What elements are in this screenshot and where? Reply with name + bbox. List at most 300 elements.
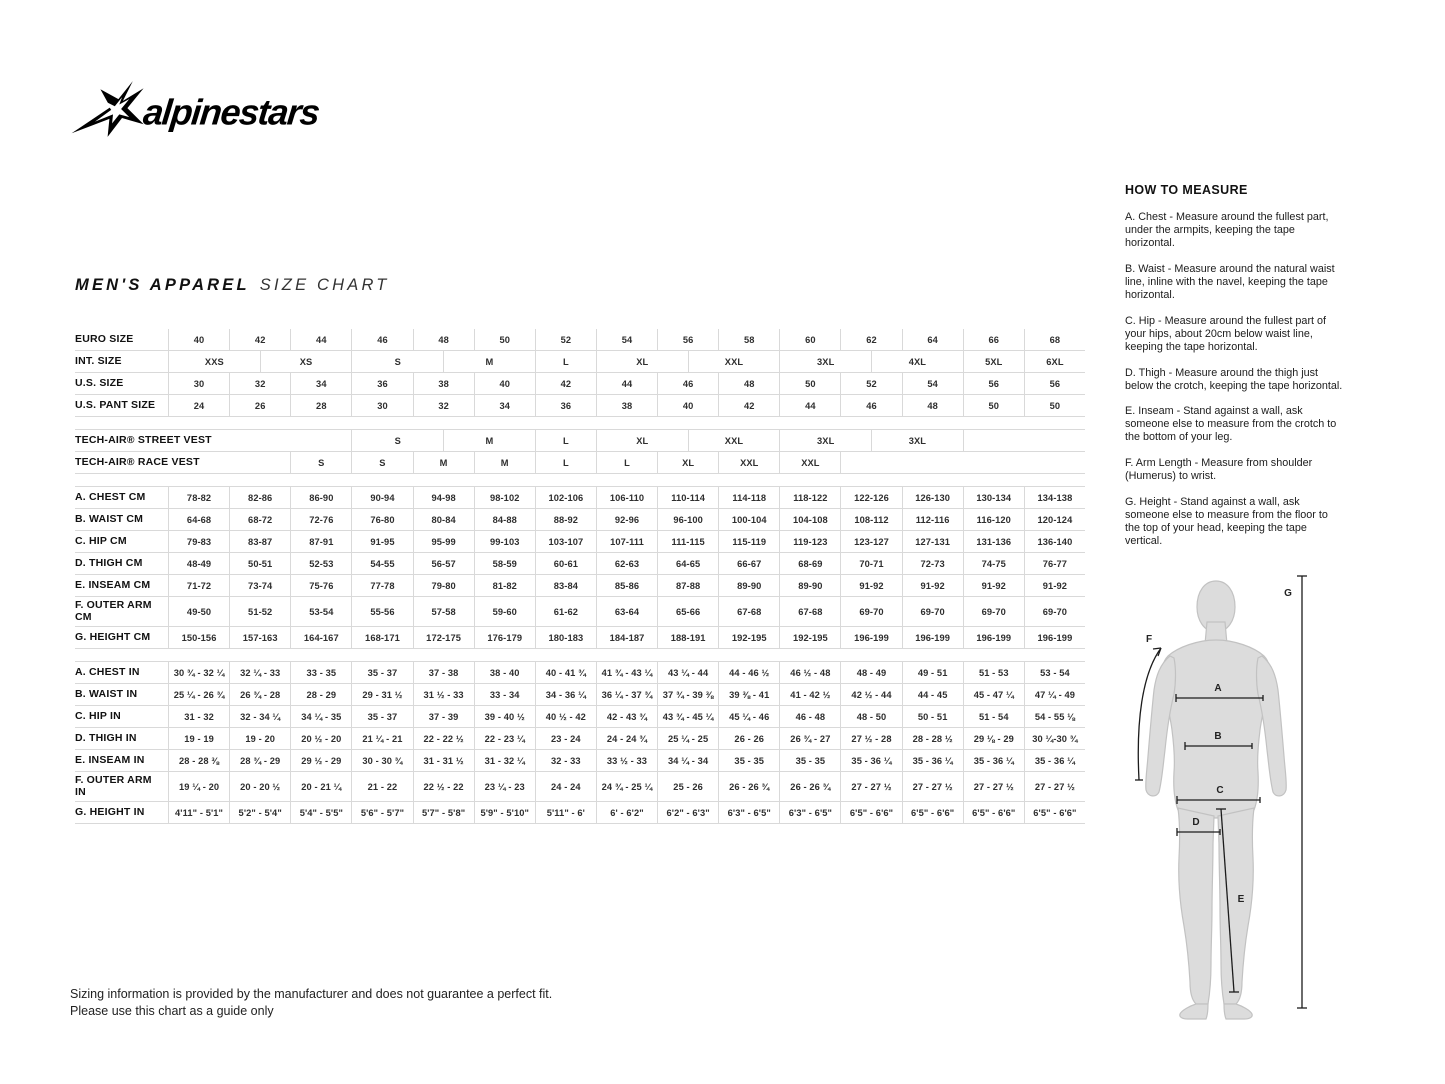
size-cell: 176-179 [474,627,535,648]
size-cell: 44 - 45 [902,684,963,705]
measure-instruction-inseam: E. Inseam - Stand against a wall, ask someone else to measure from the crotch to the bottom of your leg. [1125,405,1337,444]
size-cell: 22 - 23 ¼ [474,728,535,749]
size-cell: 37 - 38 [413,662,474,683]
size-cell: 31 - 32 ¼ [474,750,535,771]
table-row-tech-air-race-vest [75,452,1085,474]
size-cell: 34 [474,395,535,416]
size-cell: 85-86 [596,575,657,596]
size-cell: 104-108 [779,509,840,530]
empty-cell [840,452,1085,473]
size-cell: 21 ¼ - 21 [351,728,412,749]
table-row-int-size [75,351,1085,373]
size-cell: 36 [351,373,412,394]
size-cell: 6' - 6'2" [596,802,657,823]
size-cell: 89-90 [718,575,779,596]
size-cell: 53 - 54 [1024,662,1085,683]
size-cell: 28 - 28 ½ [902,728,963,749]
size-cell: 42 [229,329,290,350]
size-cell: 96-100 [657,509,718,530]
size-cell: 64-65 [657,553,718,574]
size-cell: 91-92 [902,575,963,596]
row-label-thigh-in: D. THIGH IN [75,731,137,744]
size-cell: 35 - 36 ¼ [1024,750,1085,771]
table-row-us-pant-size [75,395,1085,417]
size-cell: 26 [229,395,290,416]
size-cell: 24 - 24 [535,772,596,801]
size-cell: 114-118 [718,487,779,508]
size-cell: 25 ¼ - 25 [657,728,718,749]
size-cell: 30 [351,395,412,416]
size-cell: 5'6" - 5'7" [351,802,412,823]
row-label-us-pant-size: U.S. PANT SIZE [75,398,156,411]
size-cell: 108-112 [840,509,901,530]
size-cell: 56 [963,373,1024,394]
size-cell: 32 - 33 [535,750,596,771]
size-cell: 28 - 29 [290,684,351,705]
size-cell: 68-72 [229,509,290,530]
measure-instruction-thigh: D. Thigh - Measure around the thigh just below the crotch, keeping the tape horizontal. [1125,366,1343,392]
size-cell: 32 [229,373,290,394]
size-cell: 66 [963,329,1024,350]
size-cell: 4'11" - 5'1" [168,802,229,823]
page-title [75,276,390,295]
size-cell: 86-90 [290,487,351,508]
size-cell: 184-187 [596,627,657,648]
size-cell: 75-76 [290,575,351,596]
size-cell: 5'4" - 5'5" [290,802,351,823]
size-cell: 5'9" - 5'10" [474,802,535,823]
size-cell: 55-56 [351,597,412,626]
size-cell: 157-163 [229,627,290,648]
figure-label-waist: B [1214,731,1222,742]
size-cell: 67-68 [718,597,779,626]
size-cell: 131-136 [963,531,1024,552]
measure-instruction-hip: C. Hip - Measure around the fullest part of your hips, about 20cm below waist line, keeping the tape horizontal. [1125,314,1327,353]
size-cell: 35 - 35 [718,750,779,771]
size-cell: 51-52 [229,597,290,626]
size-cell: 91-92 [963,575,1024,596]
size-cell: 5'11" - 6' [535,802,596,823]
size-cell: 30 [168,373,229,394]
size-cell: 27 - 27 ½ [902,772,963,801]
row-label-inseam-in: E. INSEAM IN [75,753,145,766]
size-cell: 41 ¾ - 43 ¼ [596,662,657,683]
size-cell: 24 - 24 ¾ [596,728,657,749]
size-cell: XXL [718,452,779,473]
size-cell: 67-68 [779,597,840,626]
row-label-chest-in: A. CHEST IN [75,665,140,678]
size-cell: 79-83 [168,531,229,552]
size-cell: 34 ¼ - 35 [290,706,351,727]
figure-label-height: G [1284,588,1292,599]
size-cell: 3XL [779,430,871,451]
size-cell: 5XL [963,351,1024,372]
alpinestars-star-icon [72,81,144,137]
size-cell: 56-57 [413,553,474,574]
size-cell: 54 [596,329,657,350]
table-row-euro-size [75,329,1085,351]
row-label-tech-air-street-vest: TECH-AIR® STREET VEST [75,433,212,446]
size-cell: 95-99 [413,531,474,552]
size-cell: 35 - 37 [351,706,412,727]
size-cell: 46 [657,373,718,394]
size-cell: 31 - 32 [168,706,229,727]
size-cell: 25 ¼ - 26 ¾ [168,684,229,705]
table-row-thigh-in [75,728,1085,750]
size-cell: 50 [779,373,840,394]
size-table [75,329,1085,824]
size-cell: 43 ¾ - 45 ¼ [657,706,718,727]
figure-label-chest: A [1214,683,1222,694]
size-cell: 60 [779,329,840,350]
size-cell: 19 ¼ - 20 [168,772,229,801]
size-cell: 44 [290,329,351,350]
size-cell: 27 - 27 ½ [840,772,901,801]
row-label-chest-cm: A. CHEST CM [75,490,146,503]
size-cell: 69-70 [963,597,1024,626]
size-cell: 44 - 46 ½ [718,662,779,683]
measure-instruction-height: G. Height - Stand against a wall, ask someone else to measure from the floor to the top of your head, keeping the tape vertical. [1125,496,1328,548]
size-cell: 33 ½ - 33 [596,750,657,771]
size-cell: 99-103 [474,531,535,552]
size-cell: 31 ½ - 33 [413,684,474,705]
size-cell: 150-156 [168,627,229,648]
size-cell: M [443,351,535,372]
size-cell: 6XL [1024,351,1085,372]
size-cell: 46 ½ - 48 [779,662,840,683]
row-label-us-size: U.S. SIZE [75,376,124,389]
size-cell: 79-80 [413,575,474,596]
table-row-waist-cm [75,509,1085,531]
size-cell: 33 - 35 [290,662,351,683]
table-row-waist-in [75,684,1085,706]
row-label-waist-in: B. WAIST IN [75,687,138,700]
size-cell: L [535,452,596,473]
size-cell: 41 - 42 ½ [779,684,840,705]
size-cell: 51 - 54 [963,706,1024,727]
size-cell: 74-75 [963,553,1024,574]
size-cell: 71-72 [168,575,229,596]
size-cell: 62 [840,329,901,350]
size-cell: 29 ⅛ - 29 [963,728,1024,749]
size-cell: S [351,452,412,473]
size-cell: 48 - 50 [840,706,901,727]
size-cell: 27 - 27 ½ [963,772,1024,801]
size-cell: XL [657,452,718,473]
size-cell: 22 - 22 ½ [413,728,474,749]
row-label-outer-arm-cm: F. OUTER ARM CM [75,599,152,623]
size-cell: 120-124 [1024,509,1085,530]
figure-label-hip: C [1216,785,1224,796]
size-cell: 28 [290,395,351,416]
size-cell: 122-126 [840,487,901,508]
page-title-sub: SIZE CHART [259,276,390,294]
size-cell: 127-131 [902,531,963,552]
size-cell: 27 ½ - 28 [840,728,901,749]
size-cell: 83-84 [535,575,596,596]
size-cell: 22 ½ - 22 [413,772,474,801]
size-cell: 38 [596,395,657,416]
size-cell: 42 [718,395,779,416]
size-cell: 82-86 [229,487,290,508]
size-cell: 56 [1024,373,1085,394]
size-cell: 87-91 [290,531,351,552]
size-cell: 49 - 51 [902,662,963,683]
size-cell: 42 ½ - 44 [840,684,901,705]
size-cell: 103-107 [535,531,596,552]
size-cell: 39 ⅜ - 41 [718,684,779,705]
size-cell: 118-122 [779,487,840,508]
size-cell: 192-195 [779,627,840,648]
size-cell: 61-62 [535,597,596,626]
size-cell: 42 - 43 ¾ [596,706,657,727]
size-cell: 68 [1024,329,1085,350]
size-cell: 112-116 [902,509,963,530]
size-cell: 76-77 [1024,553,1085,574]
size-cell: 20 - 20 ½ [229,772,290,801]
size-cell: 29 - 31 ½ [351,684,412,705]
size-cell: 48 [413,329,474,350]
size-cell: 37 - 39 [413,706,474,727]
size-cell: 48 [718,373,779,394]
size-cell: 32 - 34 ¼ [229,706,290,727]
size-cell: 64-68 [168,509,229,530]
size-cell: 98-102 [474,487,535,508]
size-cell: XL [596,351,688,372]
row-label-euro-size: EURO SIZE [75,332,134,345]
table-row-chest-in [75,662,1085,684]
size-cell: 32 [413,395,474,416]
size-cell: XL [596,430,688,451]
size-cell: 23 - 24 [535,728,596,749]
how-to-measure-panel [1125,183,1345,561]
size-cell: 164-167 [290,627,351,648]
size-cell: 35 - 35 [779,750,840,771]
size-cell: S [351,351,443,372]
size-cell: XXL [688,430,780,451]
table-row-inseam-in [75,750,1085,772]
size-cell: 180-183 [535,627,596,648]
size-cell: 40 [657,395,718,416]
size-cell: 70-71 [840,553,901,574]
size-cell: 196-199 [963,627,1024,648]
size-cell: 43 ¼ - 44 [657,662,718,683]
size-cell: 37 ¾ - 39 ⅜ [657,684,718,705]
size-cell: 90-94 [351,487,412,508]
size-cell: 188-191 [657,627,718,648]
size-cell: 80-84 [413,509,474,530]
size-cell: 64 [902,329,963,350]
size-cell: 6'5" - 6'6" [840,802,901,823]
row-label-inseam-cm: E. INSEAM CM [75,578,151,591]
size-cell: 25 - 26 [657,772,718,801]
size-cell: 68-69 [779,553,840,574]
size-cell: 6'5" - 6'6" [1024,802,1085,823]
size-cell: 26 ¾ - 27 [779,728,840,749]
size-cell: 111-115 [657,531,718,552]
size-cell: 36 [535,395,596,416]
size-cell: 5'2" - 5'4" [229,802,290,823]
size-cell: 106-110 [596,487,657,508]
table-row-inseam-cm [75,575,1085,597]
size-cell: 46 [840,395,901,416]
size-cell: 52 [840,373,901,394]
size-cell: 30 - 30 ¾ [351,750,412,771]
size-cell: 27 - 27 ½ [1024,772,1085,801]
size-cell: M [443,430,535,451]
size-cell: 59-60 [474,597,535,626]
row-label-outer-arm-in: F. OUTER ARM IN [75,774,152,798]
size-cell: 50 [1024,395,1085,416]
size-cell: 58 [718,329,779,350]
row-label-tech-air-race-vest: TECH-AIR® RACE VEST [75,455,200,468]
size-cell: 58-59 [474,553,535,574]
table-row-tech-air-street-vest [75,430,1085,452]
size-cell: 35 - 36 ¼ [840,750,901,771]
table-row-hip-in [75,706,1085,728]
size-cell: 130-134 [963,487,1024,508]
size-cell: XXS [168,351,260,372]
alpinestars-logo [68,76,338,142]
size-cell: 123-127 [840,531,901,552]
size-cell: 62-63 [596,553,657,574]
size-cell: 69-70 [902,597,963,626]
size-cell: 39 - 40 ½ [474,706,535,727]
size-cell: 126-130 [902,487,963,508]
size-cell: 42 [535,373,596,394]
size-cell: 35 - 36 ¼ [902,750,963,771]
figure-label-thigh: D [1192,817,1200,828]
size-cell: 30 ¾ - 32 ¼ [168,662,229,683]
measure-instruction-chest: A. Chest - Measure around the fullest part, under the armpits, keeping the tape horizontal. [1125,211,1329,249]
table-group-gap [75,649,1085,662]
measure-instruction-waist: B. Waist - Measure around the natural waist line, inline with the navel, keeping the tape horizontal. [1125,262,1335,301]
size-cell: 81-82 [474,575,535,596]
size-cell: 45 - 47 ¼ [963,684,1024,705]
size-cell: 107-111 [596,531,657,552]
table-row-height-in [75,802,1085,824]
size-cell: XXL [779,452,840,473]
size-cell: 119-123 [779,531,840,552]
size-cell: 34 - 36 ¼ [535,684,596,705]
how-to-measure-heading: HOW TO MEASURE [1125,183,1248,197]
measure-instruction-arm: F. Arm Length - Measure from shoulder (Humerus) to wrist. [1125,457,1313,483]
row-label-waist-cm: B. WAIST CM [75,512,144,525]
size-cell: 26 ¾ - 28 [229,684,290,705]
size-cell: 23 ¼ - 23 [474,772,535,801]
size-cell: 40 [168,329,229,350]
size-cell: 50-51 [229,553,290,574]
size-cell: XS [260,351,352,372]
size-cell: 3XL [871,430,963,451]
size-cell: 26 - 26 ¾ [718,772,779,801]
size-cell: 20 - 21 ¼ [290,772,351,801]
size-cell: 44 [779,395,840,416]
size-cell: 19 - 19 [168,728,229,749]
size-cell: 196-199 [840,627,901,648]
size-cell: 76-80 [351,509,412,530]
size-cell: 72-76 [290,509,351,530]
size-cell: 38 - 40 [474,662,535,683]
size-cell: 53-54 [290,597,351,626]
size-cell: 56 [657,329,718,350]
size-cell: 24 [168,395,229,416]
page-title-main: MEN'S APPAREL [75,276,250,294]
row-label-thigh-cm: D. THIGH CM [75,556,143,569]
table-row-thigh-cm [75,553,1085,575]
size-cell: 20 ½ - 20 [290,728,351,749]
size-cell: 46 - 48 [779,706,840,727]
size-cell: 5'7" - 5'8" [413,802,474,823]
size-cell: 45 ¼ - 46 [718,706,779,727]
size-cell: 40 - 41 ¾ [535,662,596,683]
size-cell: 72-73 [902,553,963,574]
table-row-outer-arm-cm [75,597,1085,627]
size-cell: 192-195 [718,627,779,648]
disclaimer-line-2: Please use this chart as a guide only [70,1003,274,1018]
size-cell: 32 ¼ - 33 [229,662,290,683]
size-cell: 49-50 [168,597,229,626]
size-cell: 196-199 [1024,627,1085,648]
table-group-gap [75,417,1085,430]
table-group-gap [75,474,1085,487]
size-cell: 134-138 [1024,487,1085,508]
size-cell: 50 [474,329,535,350]
size-cell: 54 [902,373,963,394]
size-cell: 47 ¼ - 49 [1024,684,1085,705]
size-cell: 35 - 36 ¼ [963,750,1024,771]
size-cell: 6'5" - 6'6" [963,802,1024,823]
size-cell: 4XL [871,351,963,372]
row-label-hip-in: C. HIP IN [75,709,121,722]
size-cell: 19 - 20 [229,728,290,749]
size-cell: 52 [535,329,596,350]
measurement-figure [1130,562,1430,1022]
size-cell: 21 - 22 [351,772,412,801]
row-label-hip-cm: C. HIP CM [75,534,127,547]
row-label-height-cm: G. HEIGHT CM [75,630,151,643]
size-cell: 34 [290,373,351,394]
size-cell: 69-70 [840,597,901,626]
size-cell: 48 [902,395,963,416]
size-cell: 28 - 28 ⅜ [168,750,229,771]
size-cell: 94-98 [413,487,474,508]
size-cell: 30 ¼-30 ¾ [1024,728,1085,749]
size-cell: 84-88 [474,509,535,530]
size-cell: 102-106 [535,487,596,508]
figure-label-inseam: E [1237,894,1245,905]
size-cell: 77-78 [351,575,412,596]
size-cell: 34 ¼ - 34 [657,750,718,771]
size-cell: 35 - 37 [351,662,412,683]
size-cell: 28 ¾ - 29 [229,750,290,771]
size-cell: 116-120 [963,509,1024,530]
size-cell: 168-171 [351,627,412,648]
size-cell: 38 [413,373,474,394]
size-cell: 115-119 [718,531,779,552]
size-cell: 3XL [779,351,871,372]
size-cell: 6'2" - 6'3" [657,802,718,823]
size-cell: 29 ½ - 29 [290,750,351,771]
size-cell: 44 [596,373,657,394]
size-cell: 78-82 [168,487,229,508]
empty-cell [963,430,1085,451]
table-row-us-size [75,373,1085,395]
row-label-int-size: INT. SIZE [75,354,122,367]
size-cell: 50 - 51 [902,706,963,727]
size-cell: 48-49 [168,553,229,574]
size-cell: 52-53 [290,553,351,574]
